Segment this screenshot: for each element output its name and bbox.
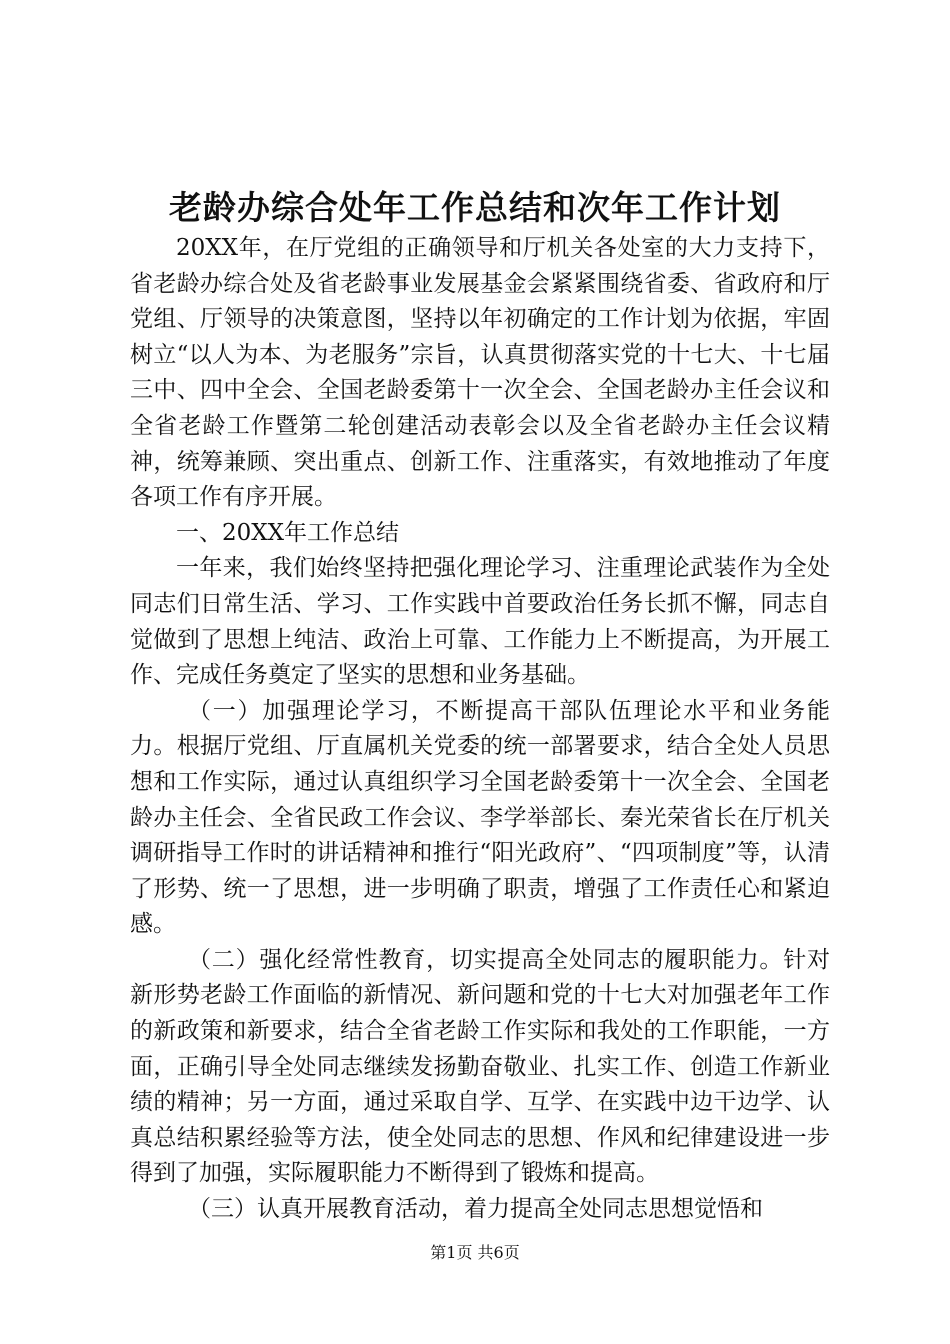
subsection-1-paragraph: （一）加强理论学习，不断提高干部队伍理论水平和业务能力。根据厅党组、厅直属机关党委的统一部署要求，结合全处人员思想和工作实际，通过认真组织学习全国老龄委第十一次全会、全国老龄办主任会、全省民政工作会议、李学举部长、秦光荣省长在厅机关调研指导工作时的讲话精神和推行“阳光政府”、“四项制度”等，认清了形势、统一了思想，进一步明确了职责，增强了工作责任心和紧迫感。 — [130, 697, 830, 938]
summary-paragraph: 一年来，我们始终坚持把强化理论学习、注重理论武装作为全处同志们日常生活、学习、工作实践中首要政治任务长抓不懈，同志自觉做到了思想上纯洁、政治上可靠、工作能力上不断提高，为开展工作、完成任务奠定了坚实的思想和业务基础。 — [130, 555, 830, 689]
page-footer: 第1页 共6页 — [430, 1243, 520, 1262]
intro-paragraph: 20XX年，在厅党组的正确领导和厅机关各处室的大力支持下，省老龄办综合处及省老龄事业发展基金会紧紧围绕省委、省政府和厅党组、厅领导的决策意图，坚持以年初确定的工作计划为依据，牢固树立“以人为本、为老服务”宗旨，认真贯彻落实党的十七大、十七届三中、四中全会、全国老龄委第十一次全会、全国老龄办主任会议和全省老龄工作暨第二轮创建活动表彰会以及全省老龄办主任会议精神，统筹兼顾、突出重点、创新工作、注重落实，有效地推动了年度各项工作有序开展。 — [130, 235, 830, 511]
section-heading: 一、20XX年工作总结 — [176, 519, 400, 546]
document-title: 老龄办综合处年工作总结和次年工作计划 — [169, 188, 781, 227]
document-body — [130, 231, 830, 1228]
subsection-2-paragraph: （二）强化经常性教育，切实提高全处同志的履职能力。针对新形势老龄工作面临的新情况、新问题和党的十七大对加强老年工作的新政策和新要求，结合全省老龄工作实际和我处的工作职能，一方面，正确引导全处同志继续发扬勤奋敬业、扎实工作、创造工作新业绩的精神；另一方面，通过采取自学、互学、在实践中边干边学、认真总结积累经验等方法，使全处同志的思想、作风和纪律建设进一步得到了加强，实际履职能力不断得到了锻炼和提高。 — [130, 946, 830, 1187]
subsection-3-paragraph: （三）认真开展教育活动，着力提高全处同志思想觉悟和 — [188, 1196, 763, 1223]
